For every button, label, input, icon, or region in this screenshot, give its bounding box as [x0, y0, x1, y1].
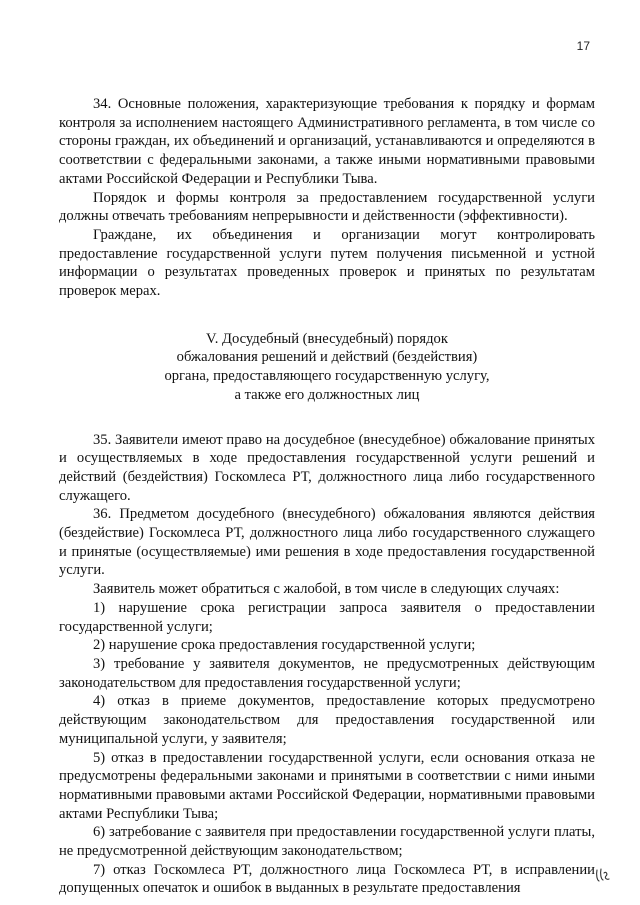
- list-item-4: 4) отказ в приеме документов, предоставление которых предусмотрено действующим законодательством для предоставления государственной или муниципальной услуги, у заявителя;: [59, 693, 595, 747]
- paragraph-34: 34. Основные положения, характеризующие требования к порядку и формам контроля за исполнением настоящего Административного регламента, в том числе со стороны граждан, их объединений и организаций, устанавливаются и определяются в соответствии с федеральными законами, а также иными нормативными правовыми актами Российской Федерации и Республики Тыва.: [59, 96, 595, 187]
- initials-mark-icon: [594, 867, 612, 883]
- list-item-6: 6) затребование с заявителя при предоставлении государственной услуги платы, не предусмотренной действующим законодательством;: [59, 824, 595, 860]
- paragraph-36: 36. Предметом досудебного (внесудебного) обжалования являются действия (бездействие) Госкомлеса РТ, должностного лица либо государственного служащего и принятые (осуществляемые) ими решения в ходе предоставления государственной услуги.: [59, 506, 595, 579]
- paragraph-control-forms: Порядок и формы контроля за предоставлением государственной услуги должны отвечать требованиям непрерывности и действенности (эффективности).: [59, 189, 595, 225]
- section-heading-line-2: обжалования решений и действий (бездействия): [176, 349, 478, 366]
- section-heading-line-1: V. Досудебный (внесудебный) порядок: [206, 330, 448, 347]
- list-item-1: 1) нарушение срока регистрации запроса заявителя о предоставлении государственной услуги;: [59, 599, 595, 635]
- document-body: [59, 95, 595, 898]
- section-heading: [59, 330, 595, 405]
- paragraph-complaint-intro: Заявитель может обратиться с жалобой, в том числе в следующих случаях:: [93, 581, 560, 598]
- paragraph-35: 35. Заявители имеют право на досудебное (внесудебное) обжалование принятых и осуществляемых в ходе предоставления государственной услуги решений и действий (бездействия) Госкомлеса РТ, должностного лица либо государственного служащего.: [59, 431, 595, 504]
- page-number: 17: [576, 39, 590, 53]
- list-item-2: 2) нарушение срока предоставления государственной услуги;: [93, 637, 476, 654]
- list-item-7: 7) отказ Госкомлеса РТ, должностного лица Госкомлеса РТ, в исправлении допущенных опечаток и ошибок в выданных в результате предоставления: [59, 861, 595, 897]
- section-heading-line-4: а также его должностных лиц: [234, 386, 420, 403]
- paragraph-citizens-control: Граждане, их объединения и организации могут контролировать предоставление государственной услуги путем получения письменной и устной информации о результатах проведенных проверок и принятых по результатам проверок мерах.: [59, 226, 595, 300]
- list-item-3: 3) требование у заявителя документов, не предусмотренных действующим законодательством для предоставления государственной услуги;: [59, 655, 595, 691]
- list-item-5: 5) отказ в предоставлении государственной услуги, если основания отказа не предусмотрены федеральными законами и принятыми в соответствии с ними иными нормативными правовыми актами Российской Федерации, нормативными правовыми актами Республики Тыва;: [59, 749, 595, 822]
- section-heading-line-3: органа, предоставляющего государственную услугу,: [164, 368, 490, 385]
